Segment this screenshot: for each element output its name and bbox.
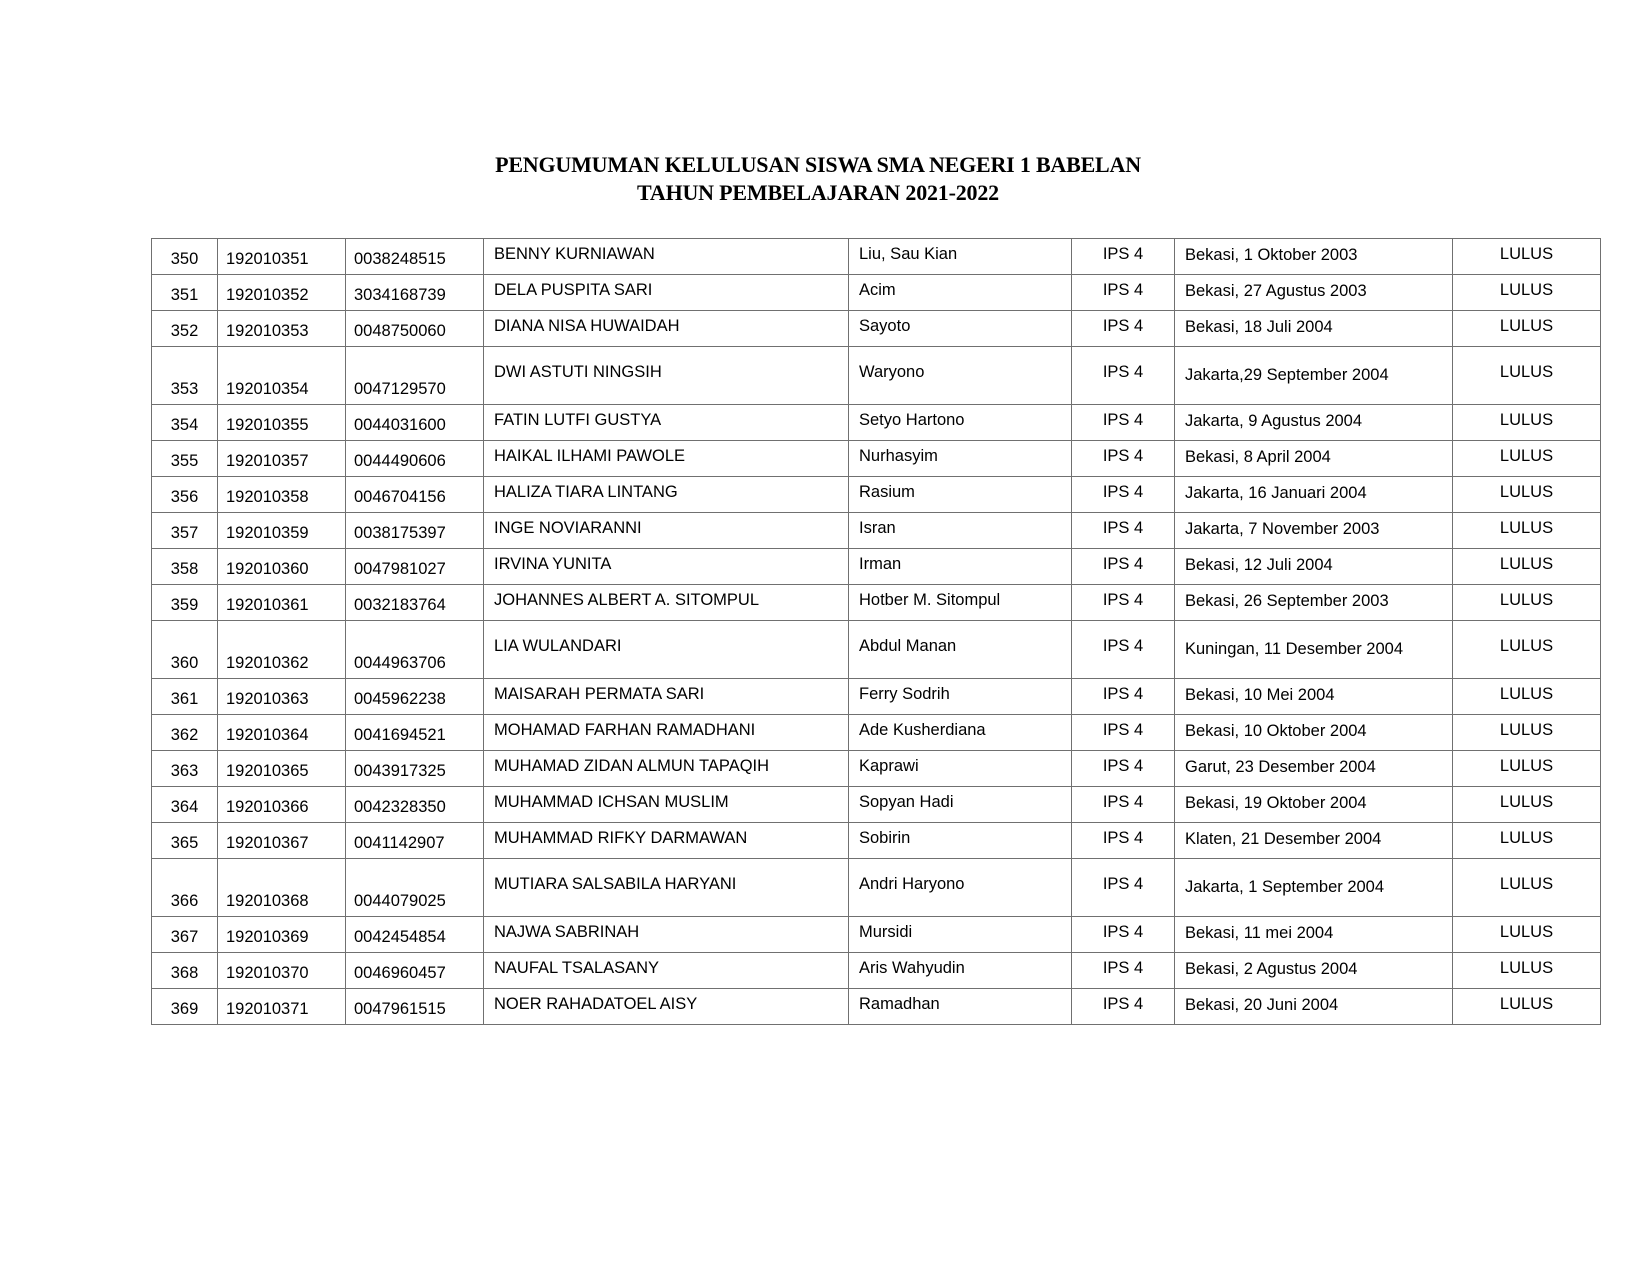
table-row <box>152 549 1601 585</box>
row-number: 354 <box>152 405 218 441</box>
student-name-cell: FATIN LUTFI GUSTYA <box>484 405 849 441</box>
student-name-cell: MAISARAH PERMATA SARI <box>484 679 849 715</box>
parent-name-cell: Isran <box>849 513 1072 549</box>
graduation-status-cell: LULUS <box>1453 441 1601 477</box>
birth-place-date-cell: Bekasi, 20 Juni 2004 <box>1175 989 1453 1025</box>
class-cell: IPS 4 <box>1072 787 1175 823</box>
nisn-cell: 0042454854 <box>346 917 484 953</box>
graduation-status-cell: LULUS <box>1453 917 1601 953</box>
row-number: 365 <box>152 823 218 859</box>
parent-name-cell: Mursidi <box>849 917 1072 953</box>
student-name-cell: MUHAMMAD RIFKY DARMAWAN <box>484 823 849 859</box>
graduation-status-cell: LULUS <box>1453 751 1601 787</box>
nisn-cell: 0047961515 <box>346 989 484 1025</box>
nisn-cell: 0044031600 <box>346 405 484 441</box>
nis-cell: 192010359 <box>218 513 346 549</box>
table-row <box>152 787 1601 823</box>
nisn-cell: 0047129570 <box>346 347 484 405</box>
row-number: 364 <box>152 787 218 823</box>
birth-place-date-cell: Bekasi, 12 Juli 2004 <box>1175 549 1453 585</box>
nisn-cell: 0038248515 <box>346 239 484 275</box>
nisn-cell: 0041142907 <box>346 823 484 859</box>
parent-name-cell: Sobirin <box>849 823 1072 859</box>
class-cell: IPS 4 <box>1072 549 1175 585</box>
nisn-cell: 0044079025 <box>346 859 484 917</box>
table-row <box>152 275 1601 311</box>
nis-cell: 192010365 <box>218 751 346 787</box>
nisn-cell: 0042328350 <box>346 787 484 823</box>
row-number: 367 <box>152 917 218 953</box>
class-cell: IPS 4 <box>1072 477 1175 513</box>
birth-place-date-cell: Bekasi, 10 Oktober 2004 <box>1175 715 1453 751</box>
graduation-status-cell: LULUS <box>1453 715 1601 751</box>
graduation-status-cell: LULUS <box>1453 347 1601 405</box>
row-number: 358 <box>152 549 218 585</box>
table-row <box>152 859 1601 917</box>
class-cell: IPS 4 <box>1072 953 1175 989</box>
nis-cell: 192010352 <box>218 275 346 311</box>
nis-cell: 192010368 <box>218 859 346 917</box>
birth-place-date-cell: Bekasi, 1 Oktober 2003 <box>1175 239 1453 275</box>
nisn-cell: 0047981027 <box>346 549 484 585</box>
parent-name-cell: Sopyan Hadi <box>849 787 1072 823</box>
table-row <box>152 585 1601 621</box>
table-row <box>152 513 1601 549</box>
table-row <box>152 621 1601 679</box>
nis-cell: 192010361 <box>218 585 346 621</box>
nisn-cell: 3034168739 <box>346 275 484 311</box>
nisn-cell: 0044490606 <box>346 441 484 477</box>
table-row <box>152 917 1601 953</box>
graduation-status-cell: LULUS <box>1453 787 1601 823</box>
row-number: 357 <box>152 513 218 549</box>
graduation-status-cell: LULUS <box>1453 585 1601 621</box>
parent-name-cell: Hotber M. Sitompul <box>849 585 1072 621</box>
graduation-status-cell: LULUS <box>1453 239 1601 275</box>
class-cell: IPS 4 <box>1072 239 1175 275</box>
nis-cell: 192010353 <box>218 311 346 347</box>
nisn-cell: 0043917325 <box>346 751 484 787</box>
class-cell: IPS 4 <box>1072 585 1175 621</box>
parent-name-cell: Kaprawi <box>849 751 1072 787</box>
row-number: 363 <box>152 751 218 787</box>
parent-name-cell: Liu, Sau Kian <box>849 239 1072 275</box>
graduation-status-cell: LULUS <box>1453 679 1601 715</box>
row-number: 359 <box>152 585 218 621</box>
nis-cell: 192010360 <box>218 549 346 585</box>
parent-name-cell: Ramadhan <box>849 989 1072 1025</box>
birth-place-date-cell: Bekasi, 2 Agustus 2004 <box>1175 953 1453 989</box>
student-name-cell: NAJWA SABRINAH <box>484 917 849 953</box>
class-cell: IPS 4 <box>1072 859 1175 917</box>
class-cell: IPS 4 <box>1072 751 1175 787</box>
class-cell: IPS 4 <box>1072 405 1175 441</box>
student-name-cell: IRVINA YUNITA <box>484 549 849 585</box>
class-cell: IPS 4 <box>1072 275 1175 311</box>
nisn-cell: 0045962238 <box>346 679 484 715</box>
birth-place-date-cell: Klaten, 21 Desember 2004 <box>1175 823 1453 859</box>
graduation-table-body <box>152 239 1601 1025</box>
student-name-cell: BENNY KURNIAWAN <box>484 239 849 275</box>
birth-place-date-cell: Bekasi, 18 Juli 2004 <box>1175 311 1453 347</box>
parent-name-cell: Ferry Sodrih <box>849 679 1072 715</box>
nis-cell: 192010371 <box>218 989 346 1025</box>
table-row <box>152 989 1601 1025</box>
class-cell: IPS 4 <box>1072 679 1175 715</box>
table-row <box>152 477 1601 513</box>
class-cell: IPS 4 <box>1072 311 1175 347</box>
table-row <box>152 679 1601 715</box>
table-row <box>152 953 1601 989</box>
document-title: PENGUMUMAN KELULUSAN SISWA SMA NEGERI 1 BABELAN <box>495 152 1141 177</box>
birth-place-date-cell: Jakarta, 7 November 2003 <box>1175 513 1453 549</box>
graduation-status-cell: LULUS <box>1453 989 1601 1025</box>
row-number: 361 <box>152 679 218 715</box>
birth-place-date-cell: Bekasi, 11 mei 2004 <box>1175 917 1453 953</box>
nisn-cell: 0038175397 <box>346 513 484 549</box>
table-row <box>152 823 1601 859</box>
row-number: 350 <box>152 239 218 275</box>
birth-place-date-cell: Jakarta, 16 Januari 2004 <box>1175 477 1453 513</box>
row-number: 369 <box>152 989 218 1025</box>
class-cell: IPS 4 <box>1072 513 1175 549</box>
table-row <box>152 347 1601 405</box>
nis-cell: 192010364 <box>218 715 346 751</box>
graduation-status-cell: LULUS <box>1453 549 1601 585</box>
student-name-cell: MOHAMAD FARHAN RAMADHANI <box>484 715 849 751</box>
table-row <box>152 751 1601 787</box>
class-cell: IPS 4 <box>1072 347 1175 405</box>
parent-name-cell: Rasium <box>849 477 1072 513</box>
student-name-cell: HALIZA TIARA LINTANG <box>484 477 849 513</box>
student-name-cell: NOER RAHADATOEL AISY <box>484 989 849 1025</box>
row-number: 352 <box>152 311 218 347</box>
table-row <box>152 715 1601 751</box>
nis-cell: 192010351 <box>218 239 346 275</box>
graduation-status-cell: LULUS <box>1453 477 1601 513</box>
birth-place-date-cell: Bekasi, 19 Oktober 2004 <box>1175 787 1453 823</box>
birth-place-date-cell: Bekasi, 10 Mei 2004 <box>1175 679 1453 715</box>
table-row <box>152 441 1601 477</box>
row-number: 362 <box>152 715 218 751</box>
student-name-cell: DELA PUSPITA SARI <box>484 275 849 311</box>
student-name-cell: INGE NOVIARANNI <box>484 513 849 549</box>
student-name-cell: JOHANNES ALBERT A. SITOMPUL <box>484 585 849 621</box>
graduation-status-cell: LULUS <box>1453 953 1601 989</box>
nisn-cell: 0032183764 <box>346 585 484 621</box>
student-name-cell: NAUFAL TSALASANY <box>484 953 849 989</box>
student-name-cell: HAIKAL ILHAMI PAWOLE <box>484 441 849 477</box>
nisn-cell: 0048750060 <box>346 311 484 347</box>
nisn-cell: 0041694521 <box>346 715 484 751</box>
student-name-cell: MUTIARA SALSABILA HARYANI <box>484 859 849 917</box>
nis-cell: 192010370 <box>218 953 346 989</box>
nis-cell: 192010355 <box>218 405 346 441</box>
nisn-cell: 0046704156 <box>346 477 484 513</box>
class-cell: IPS 4 <box>1072 989 1175 1025</box>
graduation-status-cell: LULUS <box>1453 513 1601 549</box>
row-number: 368 <box>152 953 218 989</box>
graduation-status-cell: LULUS <box>1453 859 1601 917</box>
nis-cell: 192010358 <box>218 477 346 513</box>
row-number: 360 <box>152 621 218 679</box>
nisn-cell: 0044963706 <box>346 621 484 679</box>
nis-cell: 192010362 <box>218 621 346 679</box>
parent-name-cell: Irman <box>849 549 1072 585</box>
birth-place-date-cell: Kuningan, 11 Desember 2004 <box>1175 621 1453 679</box>
parent-name-cell: Setyo Hartono <box>849 405 1072 441</box>
graduation-table <box>151 238 1601 1025</box>
student-name-cell: DIANA NISA HUWAIDAH <box>484 311 849 347</box>
parent-name-cell: Sayoto <box>849 311 1072 347</box>
graduation-status-cell: LULUS <box>1453 405 1601 441</box>
nis-cell: 192010369 <box>218 917 346 953</box>
row-number: 353 <box>152 347 218 405</box>
row-number: 366 <box>152 859 218 917</box>
birth-place-date-cell: Jakarta, 9 Agustus 2004 <box>1175 405 1453 441</box>
row-number: 356 <box>152 477 218 513</box>
parent-name-cell: Acim <box>849 275 1072 311</box>
birth-place-date-cell: Bekasi, 26 September 2003 <box>1175 585 1453 621</box>
student-name-cell: DWI ASTUTI NINGSIH <box>484 347 849 405</box>
nis-cell: 192010367 <box>218 823 346 859</box>
birth-place-date-cell: Jakarta,29 September 2004 <box>1175 347 1453 405</box>
row-number: 355 <box>152 441 218 477</box>
birth-place-date-cell: Bekasi, 27 Agustus 2003 <box>1175 275 1453 311</box>
class-cell: IPS 4 <box>1072 917 1175 953</box>
document-subtitle: TAHUN PEMBELAJARAN 2021-2022 <box>637 180 999 205</box>
class-cell: IPS 4 <box>1072 823 1175 859</box>
parent-name-cell: Ade Kusherdiana <box>849 715 1072 751</box>
graduation-status-cell: LULUS <box>1453 275 1601 311</box>
table-row <box>152 311 1601 347</box>
birth-place-date-cell: Jakarta, 1 September 2004 <box>1175 859 1453 917</box>
graduation-status-cell: LULUS <box>1453 823 1601 859</box>
birth-place-date-cell: Garut, 23 Desember 2004 <box>1175 751 1453 787</box>
table-row <box>152 405 1601 441</box>
birth-place-date-cell: Bekasi, 8 April 2004 <box>1175 441 1453 477</box>
nis-cell: 192010354 <box>218 347 346 405</box>
parent-name-cell: Waryono <box>849 347 1072 405</box>
student-name-cell: LIA WULANDARI <box>484 621 849 679</box>
nisn-cell: 0046960457 <box>346 953 484 989</box>
parent-name-cell: Andri Haryono <box>849 859 1072 917</box>
nis-cell: 192010357 <box>218 441 346 477</box>
parent-name-cell: Nurhasyim <box>849 441 1072 477</box>
class-cell: IPS 4 <box>1072 715 1175 751</box>
graduation-status-cell: LULUS <box>1453 621 1601 679</box>
parent-name-cell: Abdul Manan <box>849 621 1072 679</box>
class-cell: IPS 4 <box>1072 441 1175 477</box>
parent-name-cell: Aris Wahyudin <box>849 953 1072 989</box>
nis-cell: 192010366 <box>218 787 346 823</box>
nis-cell: 192010363 <box>218 679 346 715</box>
class-cell: IPS 4 <box>1072 621 1175 679</box>
student-name-cell: MUHAMAD ZIDAN ALMUN TAPAQIH <box>484 751 849 787</box>
graduation-status-cell: LULUS <box>1453 311 1601 347</box>
table-row <box>152 239 1601 275</box>
student-name-cell: MUHAMMAD ICHSAN MUSLIM <box>484 787 849 823</box>
row-number: 351 <box>152 275 218 311</box>
